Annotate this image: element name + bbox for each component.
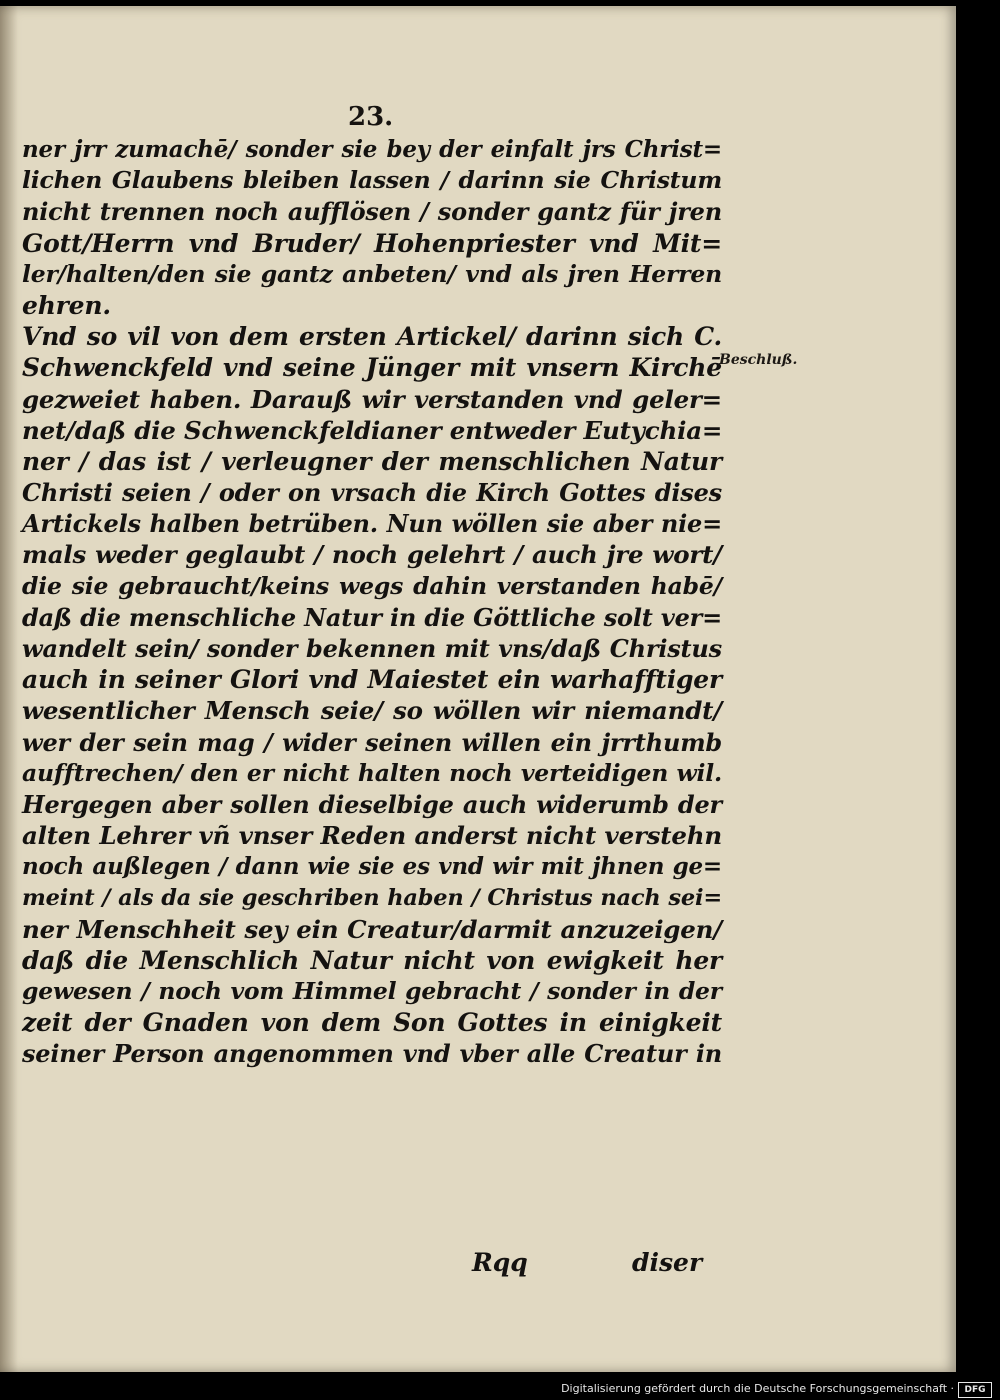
funding-credit: Digitalisierung gefördert durch die Deutsche Forschungsgemeinschaft ·	[561, 1382, 954, 1395]
signature-mark: Rqq	[472, 1248, 528, 1277]
text-line: daß die menschliche Natur in die Göttliche solt ver=	[22, 602, 722, 632]
text-line: meint / als da sie geschriben haben / Christus nach sei=	[22, 884, 722, 911]
page-number: 23.	[348, 102, 394, 132]
text-line: aufftrechen/ den er nicht halten noch verteidigen wil.	[22, 758, 722, 787]
text-line: Schwenckfeld vnd seine Jünger mit vnsern Kirchē	[22, 353, 722, 383]
text-line: ner / das ist / verleugner der menschlichen Natur	[22, 446, 722, 476]
text-line: mals weder geglaubt / noch gelehrt / auch jre wort/	[22, 540, 722, 570]
text-line: noch außlegen / dann wie sie es vnd wir mit jhnen ge=	[22, 853, 722, 881]
text-line: Vnd so vil von dem ersten Artickel/ darinn sich C.	[22, 322, 722, 352]
text-line: wesentlicher Mensch seie/ so wöllen wir niemandt/	[22, 696, 722, 726]
text-line: nicht trennen noch aufflösen / sonder gantz für jren	[22, 197, 722, 227]
text-line: net/daß die Schwenckfeldianer entweder Eutychia=	[22, 415, 723, 445]
catch-line	[22, 1248, 722, 1282]
dfg-logo: DFG	[958, 1382, 992, 1398]
text-line: ler/halten/den sie gantz anbeten/ vnd als jren Herren	[22, 259, 722, 288]
text-line: Artickels halben betrüben. Nun wöllen sie aber nie=	[22, 509, 722, 539]
text-line: Christi seien / oder on vrsach die Kirch Gottes dises	[22, 478, 722, 508]
gutter-shadow	[0, 6, 18, 1372]
text-line: Hergegen aber sollen dieselbige auch widerumb der	[22, 789, 722, 819]
book-page	[0, 6, 956, 1372]
text-line: wandelt sein/ sonder bekennen mit vns/daß Christus	[22, 634, 722, 663]
text-line: ner Menschheit sey ein Creatur/darmit anzuzeigen/	[22, 914, 722, 944]
margin-note: Beschluß.	[719, 352, 798, 368]
text-line: ehren.	[22, 290, 111, 320]
text-line: die sie gebraucht/keins wegs dahin verstanden habē/	[22, 571, 722, 600]
text-line: gezweiet haben. Darauß wir verstanden vnd geler=	[22, 384, 722, 414]
text-line: daß die Menschlich Natur nicht von ewigkeit her	[22, 945, 722, 975]
text-line: ner jrr zumachē/ sonder sie bey der einfalt jrs Christ=	[22, 136, 722, 163]
text-line: Gott/Herrn vnd Bruder/ Hohenpriester vnd Mit=	[22, 228, 722, 258]
footer-bar	[0, 1378, 1000, 1400]
text-line: seiner Person angenommen vnd vber alle Creatur in	[22, 1039, 722, 1069]
body-text	[22, 134, 723, 1277]
text-line: auch in seiner Glori vnd Maiestet ein warhafftiger	[22, 665, 722, 695]
text-line: alten Lehrer vñ vnser Reden anderst nicht verstehn	[22, 821, 722, 851]
text-line: zeit der Gnaden von dem Son Gottes in einigkeit	[22, 1008, 722, 1038]
text-line: wer der sein mag / wider seinen willen ein jrrthumb	[22, 727, 722, 757]
text-line: lichen Glaubens bleiben lassen / darinn sie Christum	[22, 166, 722, 195]
catchword: diser	[632, 1248, 703, 1277]
text-line: gewesen / noch vom Himmel gebracht / sonder in der	[22, 977, 722, 1006]
